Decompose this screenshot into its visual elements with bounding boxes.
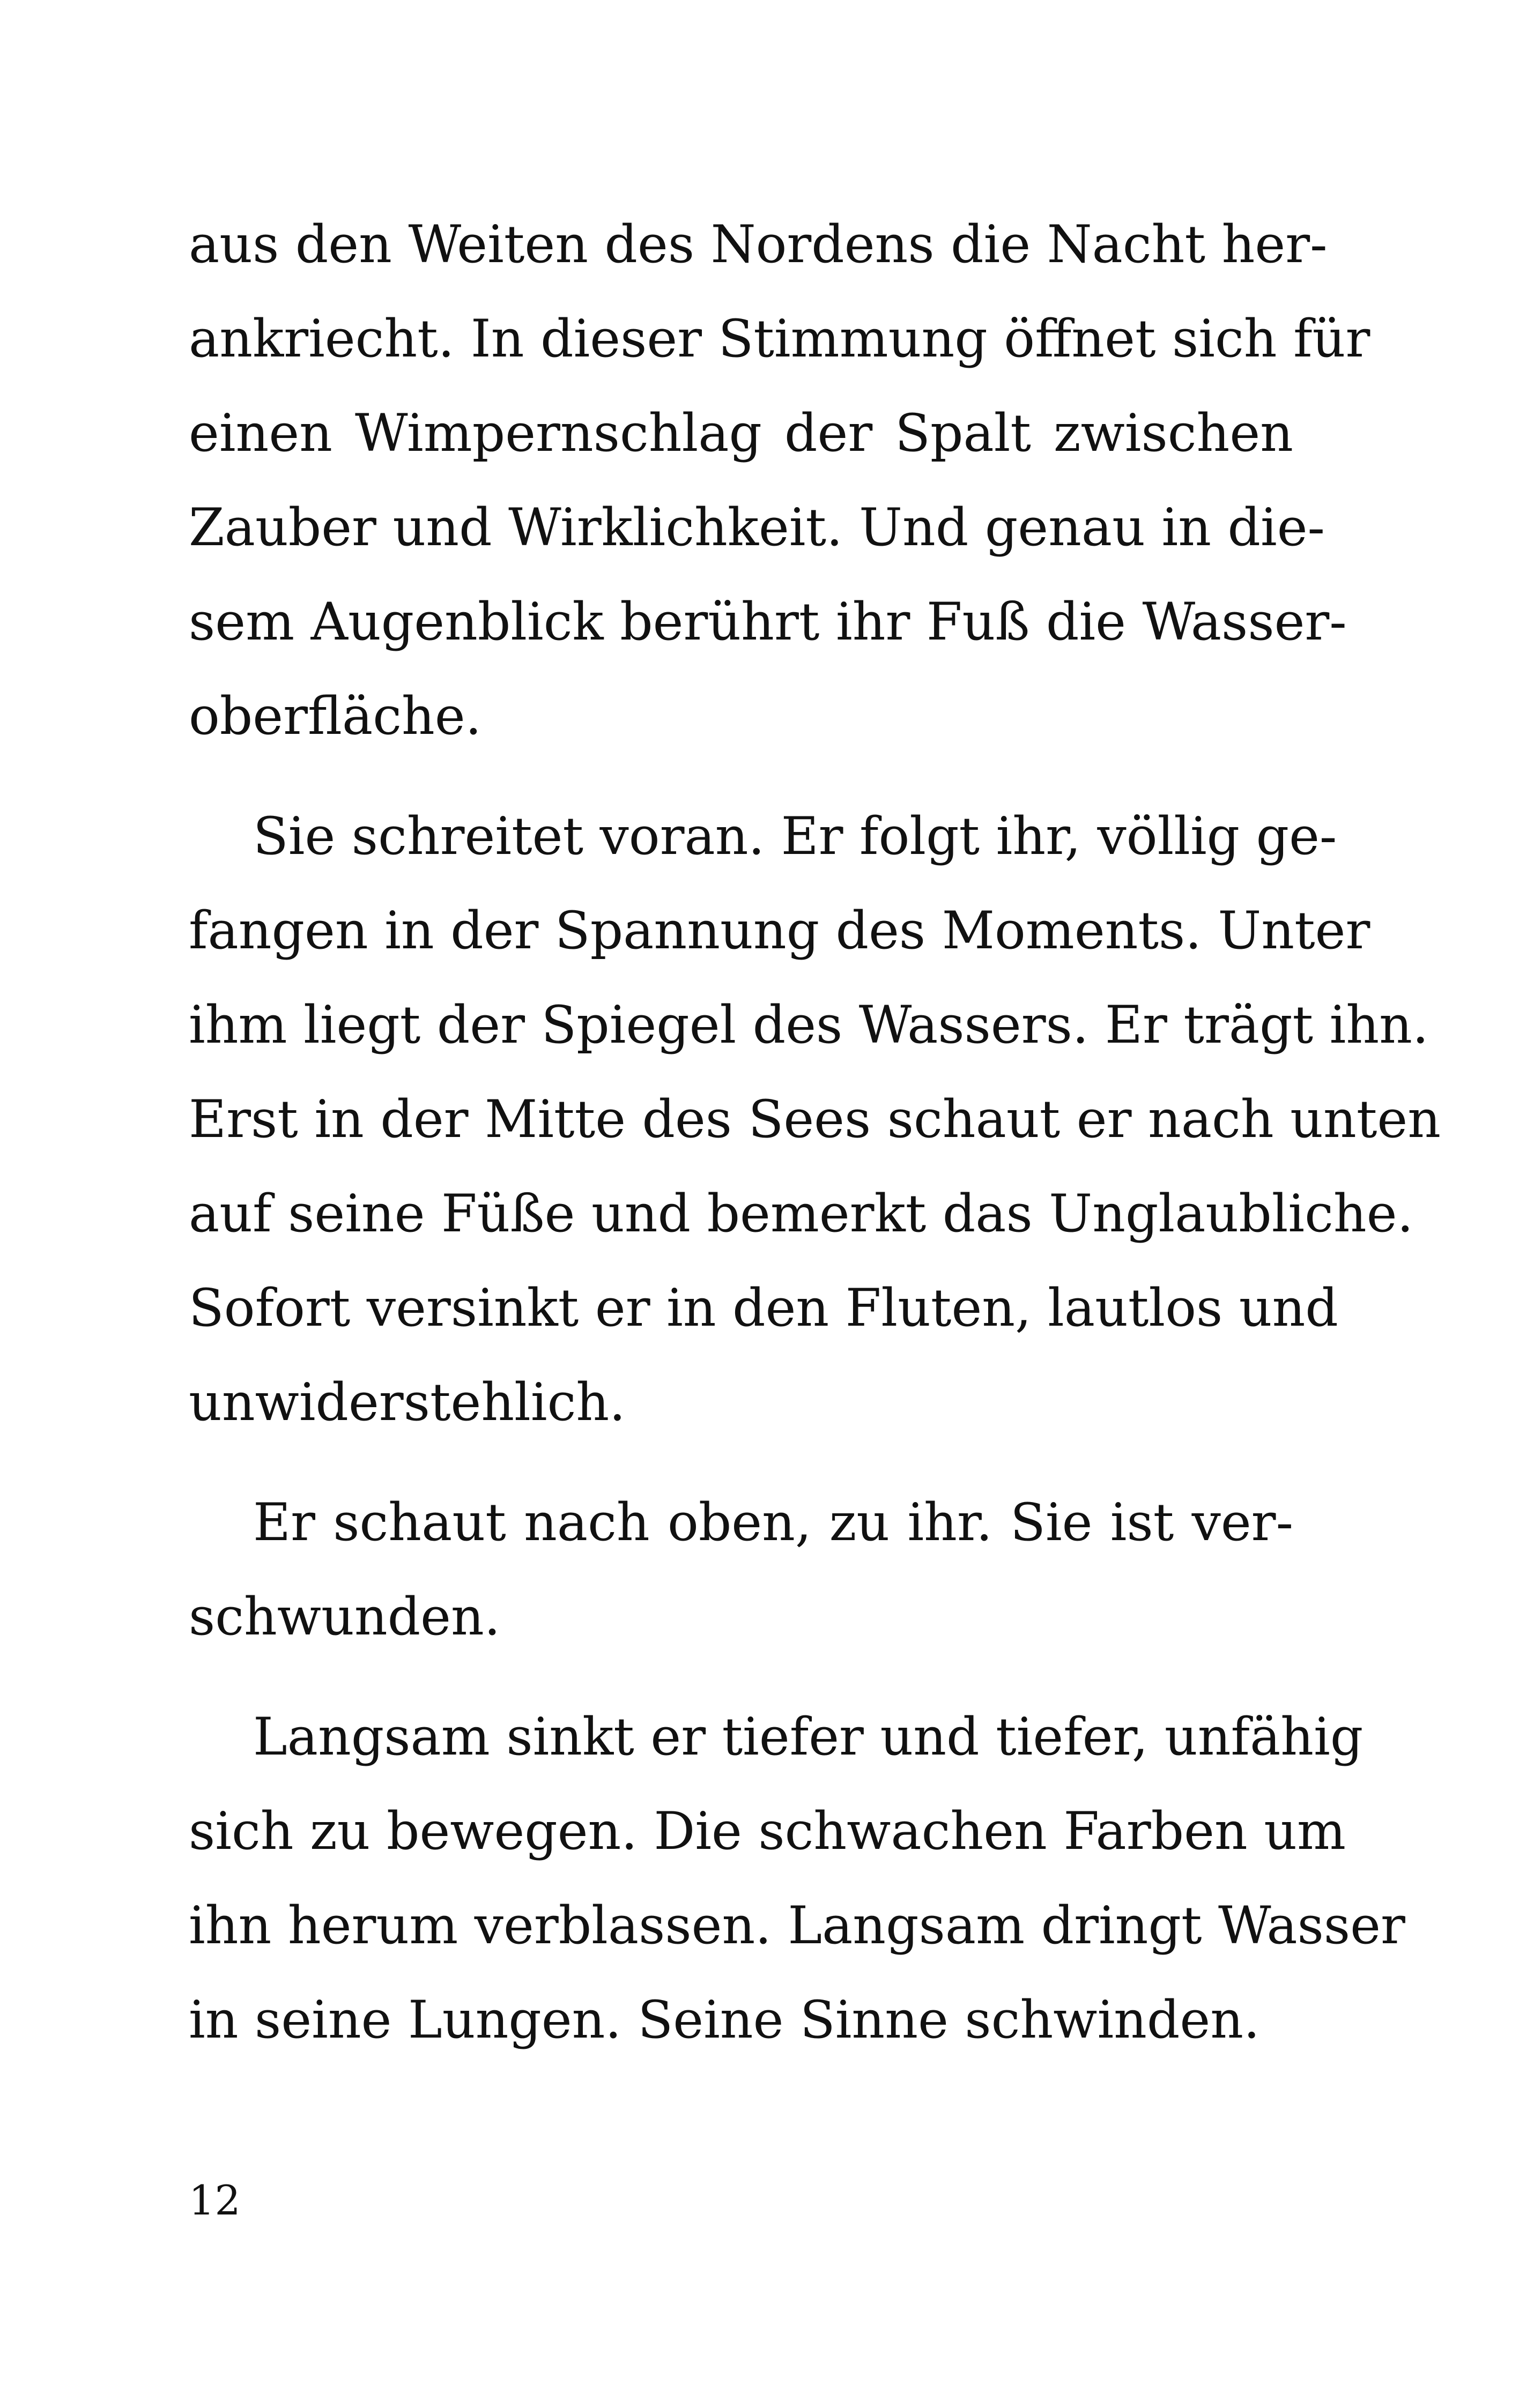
- page-number: 12: [189, 2176, 241, 2224]
- paragraph-gap: [189, 1664, 1293, 1690]
- text-line: Sofort versinkt er in den Fluten, lautlos und: [189, 1278, 1338, 1338]
- text-line: unwiderstehlich.: [189, 1372, 626, 1432]
- text-line: Zauber und Wirklichkeit. Und genau in die-: [189, 497, 1325, 558]
- text-line: auf seine Füße und bemerkt das Unglaubliche.: [189, 1184, 1414, 1244]
- paragraph-gap: [189, 1450, 1293, 1475]
- text-line: fangen in der Spannung des Moments. Unter: [189, 901, 1370, 961]
- text-line: einen Wimpernschlag der Spalt zwischen: [189, 403, 1293, 463]
- text-line: Sie schreitet voran. Er folgt ihr, völlig ge-: [253, 806, 1337, 866]
- text-line: ankriecht. In dieser Stimmung öffnet sich für: [189, 309, 1370, 369]
- text-line: oberfläche.: [189, 686, 482, 746]
- text-line: schwunden.: [189, 1587, 501, 1647]
- text-line: Er schaut nach oben, zu ihr. Sie ist ver-: [253, 1492, 1293, 1552]
- text-line: ihn herum verblassen. Langsam dringt Wasser: [189, 1896, 1405, 1956]
- text-line: Erst in der Mitte des Sees schaut er nach unten: [189, 1089, 1441, 1149]
- text-line: sich zu bewegen. Die schwachen Farben um: [189, 1801, 1346, 1861]
- text-line: in seine Lungen. Seine Sinne schwinden.: [189, 1990, 1260, 2050]
- text-line: ihm liegt der Spiegel des Wassers. Er trägt ihn.: [189, 995, 1429, 1055]
- text-line: Langsam sinkt er tiefer und tiefer, unfähig: [253, 1707, 1364, 1767]
- body-text: [189, 197, 1441, 2067]
- text-line: aus den Weiten des Nordens die Nacht her-: [189, 214, 1328, 274]
- paragraph-gap: [189, 763, 1293, 789]
- text-line: sem Augenblick berührt ihr Fuß die Wasser-: [189, 592, 1347, 652]
